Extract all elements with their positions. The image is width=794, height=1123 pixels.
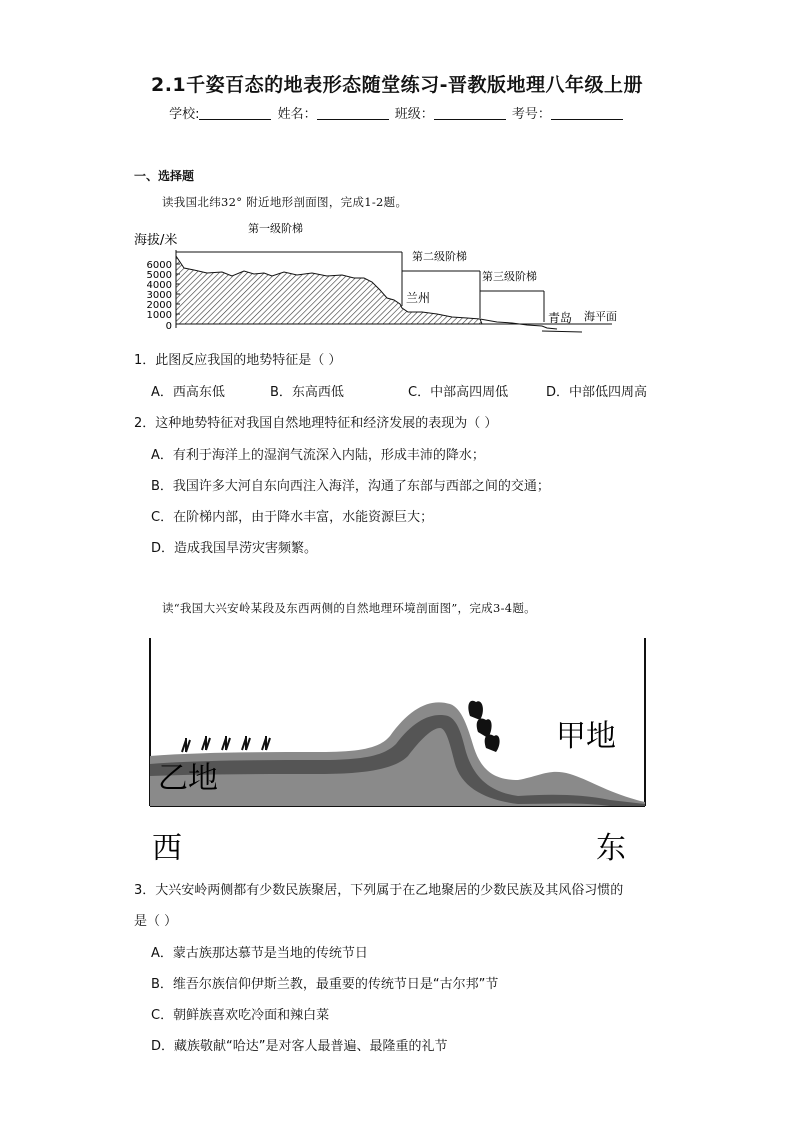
q1-option-b[interactable]: B．东高西低 (270, 385, 344, 400)
student-info-line (0, 103, 794, 122)
step-1-label: 第一级阶梯 (248, 222, 303, 235)
terrain-profile-figure (132, 218, 632, 340)
question-3-stem-line-2: 是（ ） (134, 914, 178, 929)
step-2-label: 第二级阶梯 (412, 250, 467, 263)
khingan-profile-figure (140, 628, 660, 868)
y-tick-2000: 2000 (146, 300, 172, 311)
y-axis-label: 海拔/米 (134, 233, 178, 248)
q1-option-a[interactable]: A．西高东低 (151, 385, 225, 400)
qingdao-label: 青岛 (548, 311, 573, 325)
terrain-silhouette (176, 256, 482, 324)
name-blank[interactable] (317, 106, 389, 120)
jia-land-label: 甲地 (556, 719, 616, 754)
page-title: 2.1千姿百态的地表形态随堂练习-晋教版地理八年级上册 (150, 74, 644, 96)
step-3-label: 第三级阶梯 (482, 270, 537, 283)
y-tick-0: 0 (165, 321, 172, 332)
exam-number-blank[interactable] (551, 106, 623, 120)
west-label: 西 (152, 831, 182, 866)
intro-text-1: 读我国北纬32° 附近地形剖面图，完成1-2题。 (162, 195, 408, 209)
grassland-icon (182, 736, 270, 752)
school-label: 学校: (169, 107, 200, 122)
y-tick-3000: 3000 (146, 290, 172, 301)
yi-land-label: 乙地 (158, 761, 218, 796)
q3-option-a[interactable]: A．蒙古族那达慕节是当地的传统节日 (151, 946, 368, 961)
name-label: 姓名： (277, 107, 317, 122)
forest-icon (485, 735, 500, 753)
intro-text-2: 读“我国大兴安岭某段及东西两侧的自然地理环境剖面图”，完成3-4题。 (162, 601, 536, 615)
question-3-stem-line-1: 3．大兴安岭两侧都有少数民族聚居，下列属于在乙地聚居的少数民族及其风俗习惯的 (134, 883, 624, 898)
q3-option-c[interactable]: C．朝鲜族喜欢吃冷面和辣白菜 (151, 1008, 330, 1023)
lanzhou-label: 兰州 (406, 291, 431, 305)
q2-option-a[interactable]: A．有利于海洋上的湿润气流深入内陆，形成丰沛的降水； (151, 448, 485, 463)
question-2-stem: 2．这种地势特征对我国自然地理特征和经济发展的表现为（ ） (134, 416, 498, 431)
q2-option-c[interactable]: C．在阶梯内部，由于降水丰富，水能资源巨大； (151, 510, 434, 525)
y-tick-6000: 6000 (146, 260, 172, 271)
q2-option-b[interactable]: B．我国许多大河自东向西注入海洋，沟通了东部与西部之间的交通； (151, 479, 550, 494)
exam-number-label: 考号： (511, 107, 551, 122)
y-tick-5000: 5000 (146, 270, 172, 281)
class-blank[interactable] (434, 106, 506, 120)
y-tick-1000: 1000 (146, 310, 172, 321)
question-1-stem: 1．此图反应我国的地势特征是（ ） (134, 353, 342, 368)
q3-option-d[interactable]: D．藏族敬献“哈达”是对客人最普遍、最隆重的礼节 (151, 1039, 448, 1054)
y-tick-4000: 4000 (146, 280, 172, 291)
class-label: 班级： (394, 107, 434, 122)
school-blank[interactable] (199, 106, 271, 120)
q2-option-d[interactable]: D．造成我国旱涝灾害频繁。 (151, 541, 318, 556)
east-label: 东 (596, 831, 626, 866)
sea-level-label: 海平面 (584, 310, 617, 323)
section-heading: 一、选择题 (134, 169, 195, 183)
q1-option-c[interactable]: C．中部高四周低 (408, 385, 509, 400)
q1-option-d[interactable]: D．中部低四周高 (546, 385, 648, 400)
forest-icon (468, 701, 483, 720)
q3-option-b[interactable]: B．维吾尔族信仰伊斯兰教，最重要的传统节日是“古尔邦”节 (151, 977, 499, 992)
